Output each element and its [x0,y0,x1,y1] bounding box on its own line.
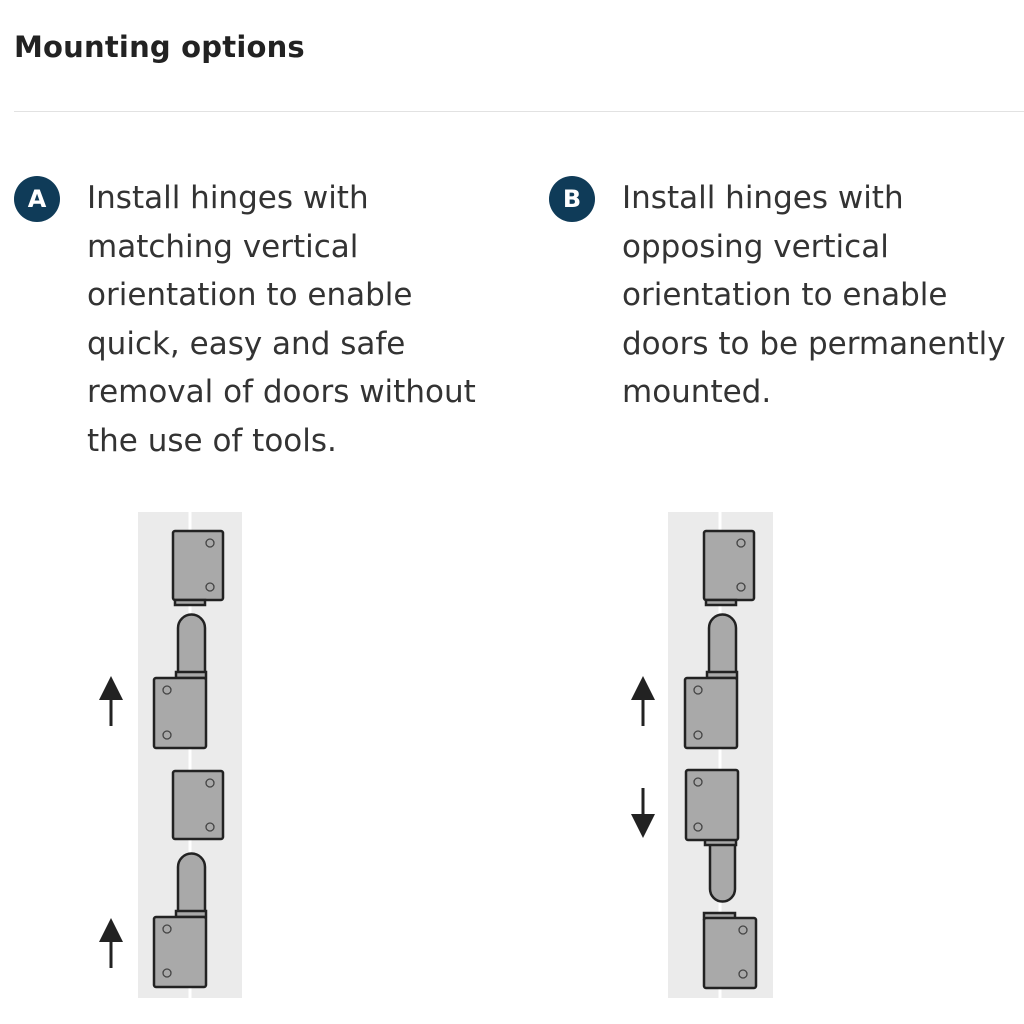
page-title: Mounting options [14,30,305,64]
option-b-badge: B [549,176,595,222]
diagram-b-opposing [643,512,773,998]
diagram-a-matching [111,512,242,998]
option-a-description: Install hinges with matching vertical orientation to enable quick, easy and safe removal of doors without the use of tools. [87,180,476,459]
option-a-badge: A [14,176,60,222]
option-b-description: Install hinges with opposing vertical orientation to enable doors to be permanently mounted. [622,180,1006,410]
